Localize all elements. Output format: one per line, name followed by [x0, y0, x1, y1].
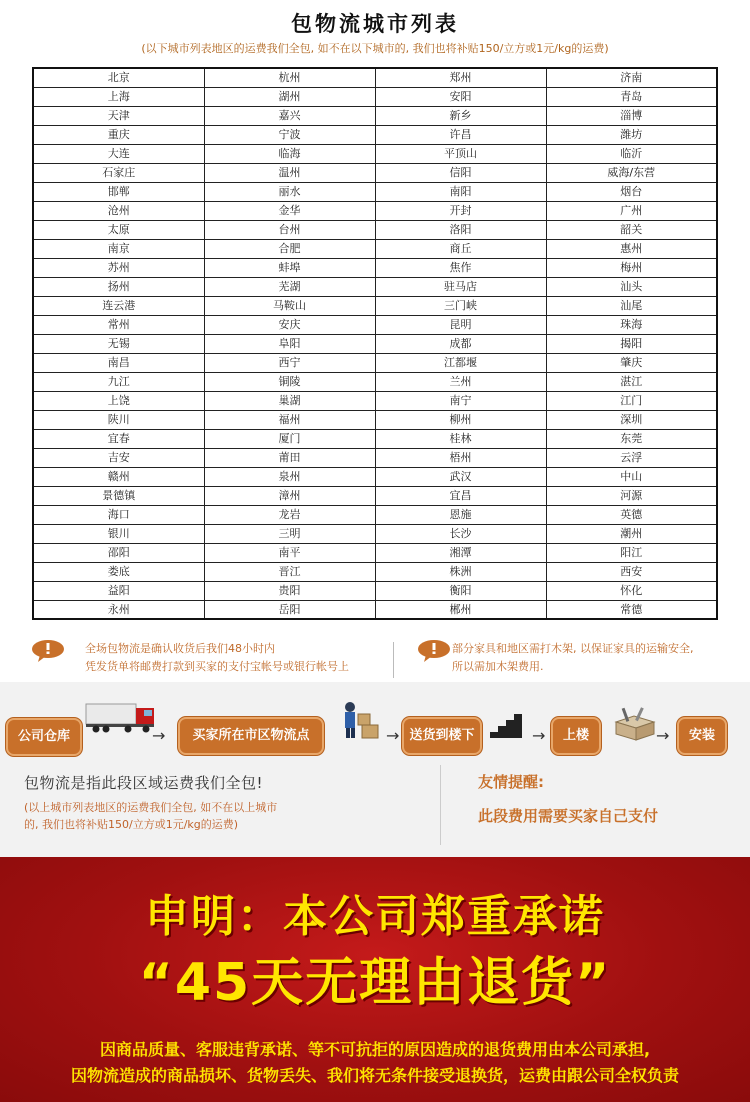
city-cell: 马鞍山 — [204, 296, 375, 315]
table-row — [33, 581, 717, 600]
city-cell: 南阳 — [375, 182, 546, 201]
table-row — [33, 182, 717, 201]
covered-zone-title: 包物流是指此段区域运费我们全包! — [24, 774, 264, 792]
table-row — [33, 125, 717, 144]
note-left-line1: 全场包物流是确认收货后我们48小时内 — [85, 642, 275, 655]
covered-zone-note-line1: (以上城市列表地区的运费我们全包, 如不在以上城市 — [24, 801, 278, 814]
city-cell: 宜昌 — [375, 486, 546, 505]
table-row — [33, 429, 717, 448]
table-row — [33, 315, 717, 334]
city-cell: 扬州 — [33, 277, 204, 296]
city-cell: 邵阳 — [33, 543, 204, 562]
city-table — [32, 67, 718, 620]
city-cell: 威海/东营 — [546, 163, 717, 182]
city-cell: 河源 — [546, 486, 717, 505]
flow-arrow: → — [152, 726, 166, 745]
city-cell: 珠海 — [546, 315, 717, 334]
city-cell: 梧州 — [375, 448, 546, 467]
city-cell: 龙岩 — [204, 505, 375, 524]
city-cell: 金华 — [204, 201, 375, 220]
friendly-reminder-title: 友情提醒: — [478, 773, 544, 791]
city-cell: 湘潭 — [375, 543, 546, 562]
step-company-warehouse: 公司仓库 — [6, 718, 82, 756]
city-cell: 梅州 — [546, 258, 717, 277]
city-cell: 嘉兴 — [204, 106, 375, 125]
city-cell: 临海 — [204, 144, 375, 163]
note-right-line2: 所以需加木架费用. — [452, 660, 544, 673]
city-cell: 云浮 — [546, 448, 717, 467]
city-cell: 三明 — [204, 524, 375, 543]
step-deliver-downstairs: 送货到楼下 — [402, 717, 482, 755]
city-cell: 南宁 — [375, 391, 546, 410]
promise-slogan: “45天无理由退货” — [138, 953, 612, 1013]
flow-arrow: → — [656, 726, 670, 745]
note-right-line1: 部分家具和地区需打木架, 以保证家具的运输安全, — [452, 642, 694, 655]
city-cell: 惠州 — [546, 239, 717, 258]
city-cell: 泉州 — [204, 467, 375, 486]
city-cell: 汕尾 — [546, 296, 717, 315]
table-row — [33, 68, 717, 87]
covered-zone-note — [24, 799, 314, 833]
city-cell: 长沙 — [375, 524, 546, 543]
city-cell: 天津 — [33, 106, 204, 125]
table-row — [33, 277, 717, 296]
city-cell: 厦门 — [204, 429, 375, 448]
table-row — [33, 239, 717, 258]
city-cell: 东莞 — [546, 429, 717, 448]
table-row — [33, 220, 717, 239]
city-cell: 阳江 — [546, 543, 717, 562]
city-cell: 新乡 — [375, 106, 546, 125]
notes-row — [0, 632, 750, 682]
city-cell: 台州 — [204, 220, 375, 239]
city-cell: 安阳 — [375, 87, 546, 106]
city-cell: 苏州 — [33, 258, 204, 277]
city-cell: 济南 — [546, 68, 717, 87]
step-carry-upstairs: 上楼 — [551, 717, 601, 755]
city-cell: 温州 — [204, 163, 375, 182]
page-title: 包物流城市列表 — [291, 12, 459, 36]
truck-icon — [84, 700, 158, 734]
city-cell: 成都 — [375, 334, 546, 353]
note-left-line2: 凭发货单将邮费打款到买家的支付宝帐号或银行帐号上 — [85, 660, 349, 673]
table-row — [33, 144, 717, 163]
city-cell: 商丘 — [375, 239, 546, 258]
city-cell: 平顶山 — [375, 144, 546, 163]
city-cell: 江都堰 — [375, 353, 546, 372]
city-cell: 太原 — [33, 220, 204, 239]
city-cell: 漳州 — [204, 486, 375, 505]
city-cell: 揭阳 — [546, 334, 717, 353]
city-cell: 沧州 — [33, 201, 204, 220]
city-cell: 临沂 — [546, 144, 717, 163]
table-row — [33, 448, 717, 467]
city-cell: 上海 — [33, 87, 204, 106]
table-row — [33, 201, 717, 220]
notes-divider — [393, 642, 394, 678]
porter-with-boxes-icon — [338, 700, 382, 740]
page-subtitle: (以下城市列表地区的运费我们全包, 如不在以下城市的, 我们也将补贴150/立方或1元/kg的运费) — [141, 42, 609, 55]
city-cell: 娄底 — [33, 562, 204, 581]
city-cell: 洛阳 — [375, 220, 546, 239]
city-cell: 芜湖 — [204, 277, 375, 296]
flow-arrow: → — [532, 726, 546, 745]
promise-line-1: 因商品质量、客服违背承诺、等不可抗拒的原因造成的退货费用由本公司承担, — [99, 1040, 651, 1059]
city-cell: 韶关 — [546, 220, 717, 239]
city-cell: 杭州 — [204, 68, 375, 87]
city-cell: 益阳 — [33, 581, 204, 600]
city-cell: 无锡 — [33, 334, 204, 353]
table-row — [33, 562, 717, 581]
step-local-logistics-point: 买家所在市区物流点 — [178, 717, 324, 755]
city-cell: 蚌埠 — [204, 258, 375, 277]
covered-zone-note-line2: 的, 我们也将补贴150/立方或1元/kg的运费) — [24, 818, 239, 831]
speech-bubble-icon — [30, 639, 66, 663]
city-cell: 株洲 — [375, 562, 546, 581]
city-cell: 贵阳 — [204, 581, 375, 600]
table-row — [33, 600, 717, 619]
city-cell: 三门峡 — [375, 296, 546, 315]
table-row — [33, 543, 717, 562]
city-cell: 福州 — [204, 410, 375, 429]
city-cell: 南平 — [204, 543, 375, 562]
city-cell: 淄博 — [546, 106, 717, 125]
city-cell: 银川 — [33, 524, 204, 543]
city-cell: 陕川 — [33, 410, 204, 429]
speech-bubble-icon — [416, 639, 452, 663]
city-cell: 湛江 — [546, 372, 717, 391]
city-cell: 阜阳 — [204, 334, 375, 353]
city-cell: 中山 — [546, 467, 717, 486]
step-install: 安装 — [677, 717, 727, 755]
city-cell: 常德 — [546, 600, 717, 619]
city-cell: 丽水 — [204, 182, 375, 201]
city-cell: 赣州 — [33, 467, 204, 486]
city-cell: 信阳 — [375, 163, 546, 182]
city-cell: 驻马店 — [375, 277, 546, 296]
stairs-icon — [490, 712, 528, 738]
city-cell: 柳州 — [375, 410, 546, 429]
city-cell: 九江 — [33, 372, 204, 391]
city-cell: 景德镇 — [33, 486, 204, 505]
city-cell: 深圳 — [546, 410, 717, 429]
city-cell: 青岛 — [546, 87, 717, 106]
table-row — [33, 372, 717, 391]
city-cell: 英德 — [546, 505, 717, 524]
table-row — [33, 163, 717, 182]
city-cell: 烟台 — [546, 182, 717, 201]
city-cell: 连云港 — [33, 296, 204, 315]
table-row — [33, 486, 717, 505]
city-cell: 昆明 — [375, 315, 546, 334]
city-cell: 石家庄 — [33, 163, 204, 182]
city-cell: 宜春 — [33, 429, 204, 448]
city-cell: 宁波 — [204, 125, 375, 144]
table-row — [33, 467, 717, 486]
city-cell: 海口 — [33, 505, 204, 524]
city-cell: 晋江 — [204, 562, 375, 581]
flow-arrow: → — [386, 726, 400, 745]
table-row — [33, 353, 717, 372]
table-row — [33, 334, 717, 353]
city-cell: 湖州 — [204, 87, 375, 106]
city-cell: 恩施 — [375, 505, 546, 524]
city-cell: 兰州 — [375, 372, 546, 391]
table-row — [33, 258, 717, 277]
city-cell: 西安 — [546, 562, 717, 581]
city-cell: 常州 — [33, 315, 204, 334]
city-cell: 南昌 — [33, 353, 204, 372]
city-cell: 郴州 — [375, 600, 546, 619]
city-cell: 许昌 — [375, 125, 546, 144]
city-cell: 南京 — [33, 239, 204, 258]
city-cell: 焦作 — [375, 258, 546, 277]
city-cell: 潍坊 — [546, 125, 717, 144]
city-cell: 衡阳 — [375, 581, 546, 600]
promise-heading: 申明：本公司郑重承诺 — [145, 891, 605, 942]
city-cell: 吉安 — [33, 448, 204, 467]
city-cell: 铜陵 — [204, 372, 375, 391]
city-cell: 汕头 — [546, 277, 717, 296]
table-row — [33, 391, 717, 410]
table-row — [33, 505, 717, 524]
city-cell: 西宁 — [204, 353, 375, 372]
city-cell: 武汉 — [375, 467, 546, 486]
table-row — [33, 296, 717, 315]
city-cell: 北京 — [33, 68, 204, 87]
city-cell: 潮州 — [546, 524, 717, 543]
table-row — [33, 87, 717, 106]
city-cell: 广州 — [546, 201, 717, 220]
friendly-reminder-body: 此段费用需要买家自己支付 — [478, 807, 659, 825]
city-cell: 开封 — [375, 201, 546, 220]
city-cell: 巢湖 — [204, 391, 375, 410]
toolbox-icon — [612, 706, 658, 742]
city-cell: 邯郸 — [33, 182, 204, 201]
city-cell: 郑州 — [375, 68, 546, 87]
city-cell: 重庆 — [33, 125, 204, 144]
table-row — [33, 524, 717, 543]
city-cell: 江门 — [546, 391, 717, 410]
city-cell: 怀化 — [546, 581, 717, 600]
city-cell: 永州 — [33, 600, 204, 619]
city-cell: 上饶 — [33, 391, 204, 410]
promise-line-2: 因物流造成的商品损坏、货物丢失、我们将无条件接受退换货，运费由跟公司全权负责 — [70, 1066, 679, 1085]
flow-divider — [440, 765, 441, 845]
city-cell: 肇庆 — [546, 353, 717, 372]
city-cell: 岳阳 — [204, 600, 375, 619]
city-cell: 大连 — [33, 144, 204, 163]
city-cell: 莆田 — [204, 448, 375, 467]
table-row — [33, 106, 717, 125]
city-cell: 合肥 — [204, 239, 375, 258]
city-cell: 桂林 — [375, 429, 546, 448]
table-row — [33, 410, 717, 429]
city-cell: 安庆 — [204, 315, 375, 334]
